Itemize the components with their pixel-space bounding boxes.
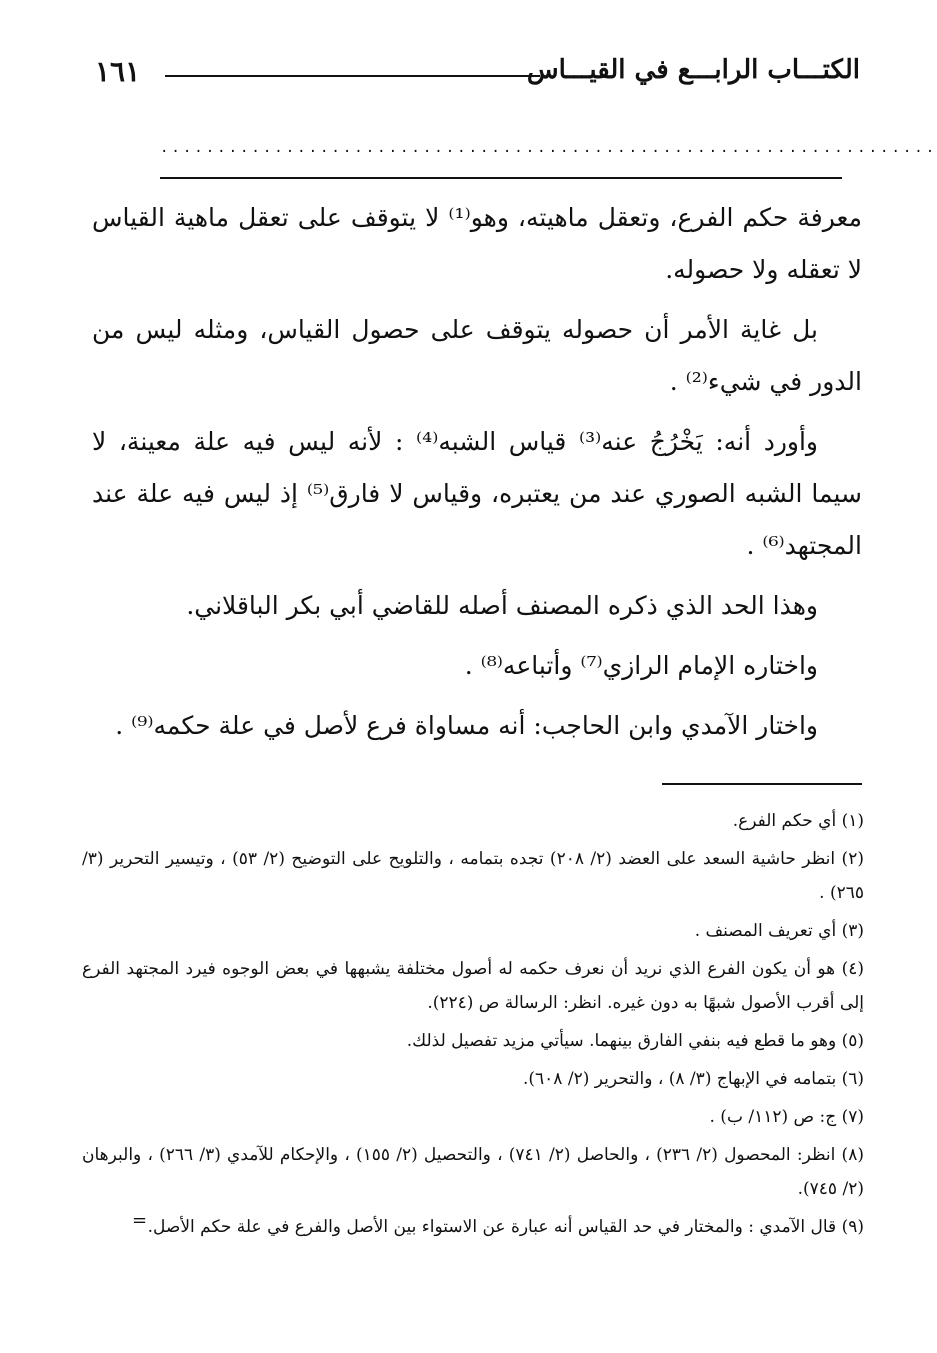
body-paragraph: معرفة حكم الفرع، وتعقل ماهيته، وهو⁽¹⁾ لا يتوقف على تعقل ماهية القياس لا تعقله ولا حصوله.: [92, 203, 862, 284]
footnote: (١) أي حكم الفرع.: [732, 811, 864, 831]
footnotes: [82, 804, 864, 1248]
separator-dots: ....................................................................: [160, 140, 937, 156]
footnote: (٣) أي تعريف المصنف .: [694, 921, 864, 941]
footnote: (٢) انظر حاشية السعد على العضد (٢/ ٢٠٨) تجده بتمامه ، والتلويح على التوضيح (٢/ ٥٣) ، وتيسير التحرير (٣/ ٢٦٥) .: [82, 849, 864, 903]
main-text: [92, 192, 862, 760]
body-paragraph: واختار الآمدي وابن الحاجب: أنه مساواة فرع لأصل في علة حكمه⁽⁹⁾ .: [115, 711, 818, 740]
section-rule: [160, 177, 842, 179]
header-rule: [165, 75, 540, 77]
footnote: (٦) بتمامه في الإبهاج (٣/ ٨) ، والتحرير (٢/ ٦٠٨).: [522, 1069, 864, 1089]
footnote-rule: [662, 783, 862, 785]
body-paragraph: بل غاية الأمر أن حصوله يتوقف على حصول القياس، ومثله ليس من الدور في شيء⁽²⁾ .: [92, 315, 862, 396]
footnote: (٥) وهو ما قطع فيه بنفي الفارق بينهما. سيأتي مزيد تفصيل لذلك.: [406, 1031, 864, 1051]
footnote: (٨) انظر: المحصول (٢/ ٢٣٦) ، والحاصل (٢/ ٧٤١) ، والتحصيل (٢/ ١٥٥) ، والإحكام للآمدي (٣/ ٢٦٦) ، والبرهان (٢/ ٧٤٥).: [82, 1145, 864, 1199]
footnote: (٤) هو أن يكون الفرع الذي نريد أن نعرف حكمه له أصول مختلفة يشبهها في بعض الوجوه فيرد المجتهد الفرع إلى أقرب الأصول شبهًا به دون غيره. انظر: الرسالة ص (٢٢٤).: [82, 959, 864, 1013]
running-title: الكتـــاب الرابـــع في القيـــاس: [526, 55, 860, 85]
continuation-mark: =: [132, 1210, 148, 1231]
footnote: (٧) ج: ص (١١٢/ ب) .: [709, 1107, 864, 1127]
body-paragraph: وأورد أنه: يَخْرُجُ عنه⁽³⁾ قياس الشبه⁽⁴⁾ : لأنه ليس فيه علة معينة، لا سيما الشبه الصوري عند من يعتبره، وقياس لا فارق⁽⁵⁾ إذ ليس فيه علة عند المجتهد⁽⁶⁾ .: [92, 427, 862, 560]
body-paragraph: وهذا الحد الذي ذكره المصنف أصله للقاضي أبي بكر الباقلاني.: [186, 591, 818, 620]
footnote: (٩) قال الآمدي : والمختار في حد القياس أنه عبارة عن الاستواء بين الأصل والفرع في علة حكم الأصل.: [147, 1217, 864, 1237]
body-paragraph: واختاره الإمام الرازي⁽⁷⁾ وأتباعه⁽⁸⁾ .: [464, 651, 818, 680]
page-number: ١٦١: [95, 55, 141, 88]
running-head: [95, 55, 870, 95]
